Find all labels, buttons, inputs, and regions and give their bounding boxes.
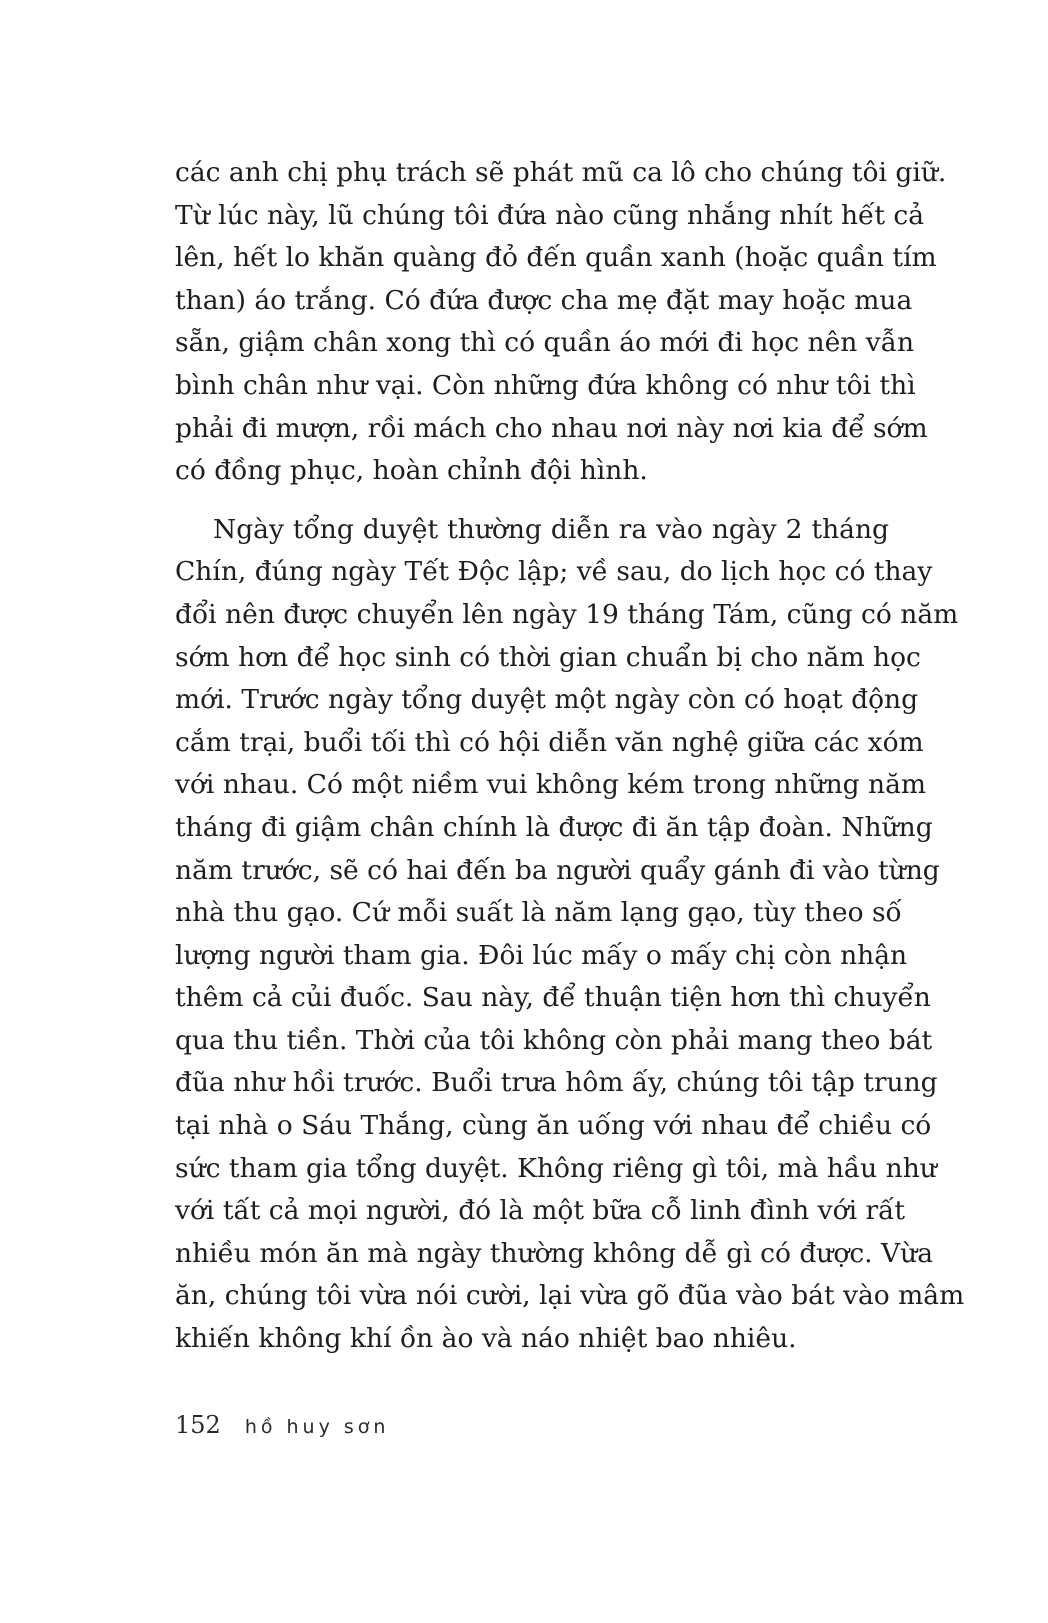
text-line: mới. Trước ngày tổng duyệt một ngày còn có hoạt động [175, 684, 919, 716]
text-line: nhà thu gạo. Cứ mỗi suất là năm lạng gạo, tùy theo số [175, 897, 902, 929]
text-line: tại nhà o Sáu Thắng, cùng ăn uống với nhau để chiều có [175, 1110, 932, 1142]
text-line: cắm trại, buổi tối thì có hội diễn văn nghệ giữa các xóm [175, 726, 924, 758]
paragraph-1 [175, 152, 947, 493]
text-line: năm trước, sẽ có hai đến ba người quẩy gánh đi vào từng [175, 854, 940, 886]
text-line: nhiều món ăn mà ngày thường không dễ gì có được. Vừa [175, 1237, 934, 1269]
body-text [175, 152, 965, 1361]
text-line: tháng đi giậm chân chính là được đi ăn tập đoàn. Những [175, 811, 933, 843]
text-line: than) áo trắng. Có đứa được cha mẹ đặt may hoặc mua [175, 284, 913, 316]
text-line: bình chân như vại. Còn những đứa không có như tôi thì [175, 369, 916, 401]
text-line: lên, hết lo khăn quàng đỏ đến quần xanh (hoặc quần tím [175, 242, 937, 274]
text-line: phải đi mượn, rồi mách cho nhau nơi này nơi kia để sớm [175, 412, 928, 444]
text-line: đũa như hồi trước. Buổi trưa hôm ấy, chúng tôi tập trung [175, 1067, 938, 1099]
page-footer [175, 1411, 389, 1451]
text-line: sớm hơn để học sinh có thời gian chuẩn bị cho năm học [175, 641, 921, 673]
text-line: có đồng phục, hoàn chỉnh đội hình. [175, 455, 648, 487]
text-line: khiến không khí ồn ào và náo nhiệt bao nhiêu. [175, 1323, 797, 1355]
text-line: thêm cả củi đuốc. Sau này, để thuận tiện hơn thì chuyển [175, 982, 931, 1014]
text-line: với tất cả mọi người, đó là một bữa cỗ linh đình với rất [175, 1195, 906, 1227]
text-line: đổi nên được chuyển lên ngày 19 tháng Tám, cũng có năm [175, 598, 959, 630]
text-line: sức tham gia tổng duyệt. Không riêng gì tôi, mà hầu như [175, 1152, 937, 1184]
text-line: qua thu tiền. Thời của tôi không còn phải mang theo bát [175, 1024, 933, 1056]
text-line: Từ lúc này, lũ chúng tôi đứa nào cũng nhắng nhít hết cả [175, 199, 925, 231]
text-line: với nhau. Có một niềm vui không kém trong những năm [175, 769, 927, 801]
author-name: hồ huy sơn [244, 1416, 390, 1438]
text-line: lượng người tham gia. Đôi lúc mấy o mấy chị còn nhận [175, 939, 908, 971]
text-line: sẵn, giậm chân xong thì có quần áo mới đi học nên vẫn [175, 327, 915, 359]
text-line: Ngày tổng duyệt thường diễn ra vào ngày 2 tháng [213, 513, 889, 545]
paragraph-2 [175, 509, 965, 1361]
page-number: 152 [175, 1411, 221, 1439]
text-line: Chín, đúng ngày Tết Độc lập; về sau, do lịch học có thay [175, 556, 933, 588]
text-line: ăn, chúng tôi vừa nói cười, lại vừa gõ đũa vào bát vào mâm [175, 1280, 965, 1312]
text-line: các anh chị phụ trách sẽ phát mũ ca lô cho chúng tôi giữ. [175, 157, 947, 188]
